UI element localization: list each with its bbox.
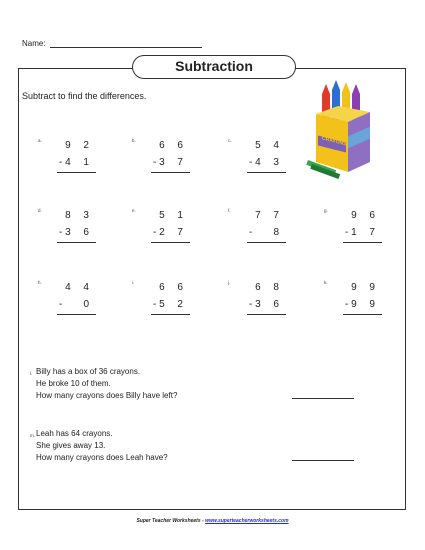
problem-label: j.: [228, 280, 231, 285]
problem-minuend: 9 6: [351, 210, 380, 221]
answer-rule[interactable]: [343, 314, 382, 315]
problem-subtrahend: 3 7: [159, 157, 188, 168]
minus-sign: -: [153, 227, 157, 238]
name-blank[interactable]: [50, 38, 202, 48]
problem-minuend: 6 8: [255, 282, 284, 293]
subtraction-problem: [38, 280, 108, 326]
problem-label: e.: [132, 208, 136, 213]
answer-rule[interactable]: [247, 242, 286, 243]
problem-label: a.: [38, 138, 42, 143]
subtraction-problem: [228, 280, 298, 326]
footer-brand: Super Teacher Worksheets: [136, 518, 201, 524]
problem-label: g.: [324, 208, 328, 213]
subtraction-problem: [324, 208, 394, 254]
crayon-yellow-tip: [342, 82, 350, 92]
answer-rule[interactable]: [151, 242, 190, 243]
word-problem-line: Billy has a box of 36 crayons.: [36, 367, 141, 376]
minus-sign: -: [345, 227, 349, 238]
problem-minuend: 9 2: [65, 140, 94, 151]
minus-sign: -: [249, 157, 253, 168]
answer-rule[interactable]: [247, 314, 286, 315]
minus-sign: -: [345, 299, 349, 310]
word-problem-line: How many crayons does Leah have?: [36, 453, 168, 462]
subtraction-problem: [228, 208, 298, 254]
word-problem-line: She gives away 13.: [36, 441, 106, 450]
problem-subtrahend: 3 6: [255, 299, 284, 310]
problem-subtrahend: 4 1: [65, 157, 94, 168]
problem-subtrahend: 9 9: [351, 299, 380, 310]
problem-label: d.: [38, 208, 42, 213]
subtraction-problem: [132, 138, 202, 184]
minus-sign: -: [153, 157, 157, 168]
minus-sign: -: [59, 157, 63, 168]
problem-label: k.: [324, 280, 328, 285]
answer-rule[interactable]: [247, 172, 286, 173]
problem-minuend: 6 6: [159, 140, 188, 151]
problem-minuend: 4 4: [65, 282, 94, 293]
subtraction-problem: [38, 138, 108, 184]
word-answer-line[interactable]: [292, 460, 354, 461]
minus-sign: -: [153, 299, 157, 310]
name-label: Name:: [22, 39, 46, 48]
answer-rule[interactable]: [57, 172, 96, 173]
problem-label: f.: [228, 208, 231, 213]
subtraction-problem: [132, 280, 202, 326]
problem-label: c.: [228, 138, 232, 143]
box-label: CRAYONS: [322, 135, 347, 148]
answer-rule[interactable]: [151, 314, 190, 315]
problem-minuend: 9 9: [351, 282, 380, 293]
problem-label: b.: [132, 138, 136, 143]
problem-minuend: 8 3: [65, 210, 94, 221]
crayon-red-tip: [322, 84, 330, 94]
answer-rule[interactable]: [151, 172, 190, 173]
problem-minuend: 5 4: [255, 140, 284, 151]
minus-sign: -: [249, 227, 253, 238]
crayon-box-illustration: [304, 80, 380, 180]
minus-sign: -: [249, 299, 253, 310]
word-problem-line: He broke 10 of them.: [36, 379, 111, 388]
problem-subtrahend: 2 7: [159, 227, 188, 238]
minus-sign: -: [59, 227, 63, 238]
word-problem-line: How many crayons does Billy have left?: [36, 391, 178, 400]
problem-subtrahend: 1 7: [351, 227, 380, 238]
word-answer-line[interactable]: [292, 398, 354, 399]
subtraction-problem: [132, 208, 202, 254]
word-problem: [30, 428, 168, 464]
footer-url[interactable]: www.superteacherworksheets.com: [205, 518, 289, 524]
problem-subtrahend: 3 6: [65, 227, 94, 238]
footer-separator: -: [202, 518, 204, 524]
instructions: Subtract to find the differences.: [22, 91, 147, 101]
subtraction-problem: [324, 280, 394, 326]
problem-minuend: 7 7: [255, 210, 284, 221]
problem-label: h.: [38, 280, 42, 285]
crayon-purple-tip: [352, 84, 360, 94]
subtraction-problem: [38, 208, 108, 254]
name-row: [22, 38, 202, 48]
word-problem: [30, 366, 178, 402]
word-problem-label: m.: [30, 433, 35, 438]
footer: [0, 518, 425, 524]
problem-subtrahend: 5 2: [159, 299, 188, 310]
problem-minuend: 6 6: [159, 282, 188, 293]
answer-rule[interactable]: [343, 242, 382, 243]
problem-label: i.: [132, 280, 135, 285]
problem-subtrahend: 4 3: [255, 157, 284, 168]
crayon-blue-tip: [332, 80, 340, 90]
subtraction-problem: [228, 138, 298, 184]
problem-subtrahend: 8: [273, 227, 284, 238]
answer-rule[interactable]: [57, 242, 96, 243]
word-problem-line: Leah has 64 crayons.: [36, 429, 113, 438]
answer-rule[interactable]: [57, 314, 96, 315]
worksheet-title: Subtraction: [132, 55, 296, 79]
problem-subtrahend: 0: [83, 299, 94, 310]
problem-minuend: 5 1: [159, 210, 188, 221]
word-problem-label: l.: [30, 371, 33, 376]
minus-sign: -: [59, 299, 63, 310]
